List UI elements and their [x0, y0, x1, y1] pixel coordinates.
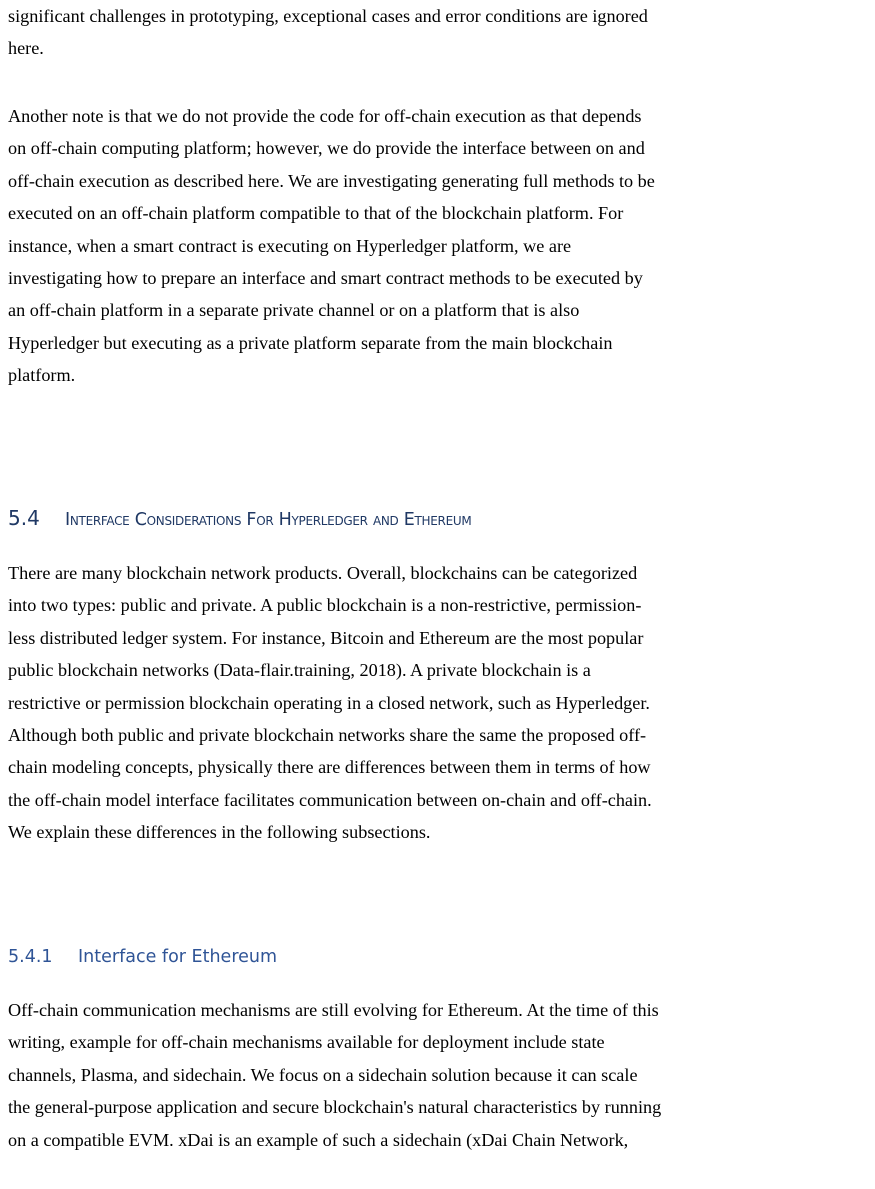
section-title: Interface Considerations For Hyperledger and Ethereum: [65, 510, 472, 530]
paragraph-blockchain-types: [8, 557, 652, 849]
paragraph-ethereum: [8, 994, 661, 1156]
text-line: Hyperledger but executing as a private platform separate from the main blockchain: [8, 332, 613, 353]
text-line: on off-chain computing platform; however, we do provide the interface between on and: [8, 138, 645, 159]
section-heading-5-4-1: [8, 943, 277, 971]
text-line: platform.: [8, 365, 76, 386]
text-line: an off-chain platform in a separate private channel or on a platform that is also: [8, 300, 580, 321]
paragraph-note: [8, 100, 655, 392]
section-heading-5-4: [8, 503, 471, 535]
text-line: chain modeling concepts, physically there are differences between them in terms of how: [8, 757, 651, 778]
text-line: Another note is that we do not provide the code for off-chain execution as that depends: [8, 106, 642, 126]
text-line: instance, when a smart contract is executing on Hyperledger platform, we are: [8, 235, 572, 256]
text-line: off-chain execution as described here. We are investigating generating full methods to be: [8, 170, 655, 191]
text-line: channels, Plasma, and sidechain. We focus on a sidechain solution because it can scale: [8, 1064, 638, 1085]
text-line: Although both public and private blockchain networks share the same the proposed off-: [8, 725, 647, 746]
text-line: restrictive or permission blockchain operating in a closed network, such as Hyperledger.: [8, 692, 650, 713]
text-line: into two types: public and private. A public blockchain is a non-restrictive, permission-: [8, 595, 642, 616]
text-line: the general-purpose application and secure blockchain's natural characteristics by running: [8, 1097, 662, 1118]
section-title: Interface for Ethereum: [78, 947, 278, 967]
text-line: investigating how to prepare an interface and smart contract methods to be executed by: [8, 268, 643, 289]
text-line: here.: [8, 38, 44, 59]
section-number: 5.4: [8, 506, 40, 530]
text-line: Off-chain communication mechanisms are still evolving for Ethereum. At the time of this: [8, 1000, 659, 1020]
section-number: 5.4.1: [8, 947, 53, 967]
text-line: writing, example for off-chain mechanisms available for deployment include state: [8, 1032, 605, 1053]
text-line: executed on an off-chain platform compatible to that of the blockchain platform. For: [8, 203, 624, 224]
text-line: less distributed ledger system. For instance, Bitcoin and Ethereum are the most popular: [8, 627, 644, 648]
text-line: public blockchain networks (Data-flair.training, 2018). A private blockchain is a: [8, 660, 591, 681]
paragraph-intro-tail: [8, 0, 648, 65]
text-line: There are many blockchain network products. Overall, blockchains can be categorized: [8, 563, 638, 583]
text-line: the off-chain model interface facilitates communication between on-chain and off-chain.: [8, 789, 652, 810]
text-line: significant challenges in prototyping, exceptional cases and error conditions are ignored: [8, 6, 648, 26]
text-line: We explain these differences in the following subsections.: [8, 822, 431, 843]
text-line: on a compatible EVM. xDai is an example of such a sidechain (xDai Chain Network,: [8, 1129, 629, 1150]
